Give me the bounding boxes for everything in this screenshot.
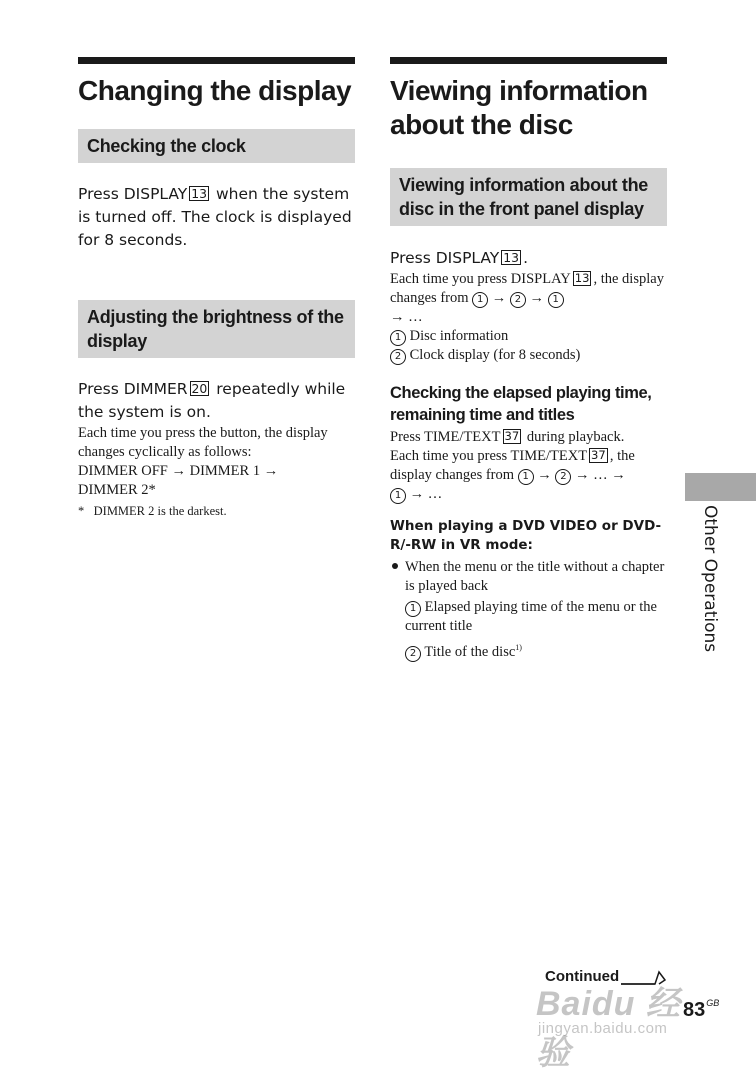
right-column — [390, 57, 667, 662]
clock-instructions: Press DISPLAY 13 when the system is turned off. The clock is displayed for 8 seconds. — [78, 185, 352, 249]
display-modes-list — [390, 327, 667, 365]
arrow-icon: → — [611, 467, 626, 483]
arrow-icon: → — [529, 290, 545, 306]
section-heading-elapsed: Checking the elapsed playing time, remaining time and titles — [390, 384, 652, 424]
section-tab — [685, 473, 756, 501]
title-rule — [78, 57, 355, 64]
section-heading-clock: Checking the clock — [78, 129, 355, 163]
button-number: 20 — [191, 381, 208, 396]
section-heading-brightness: Adjusting the brightness of the display — [78, 300, 355, 358]
circled-number: 2 — [555, 469, 571, 485]
list-item: 2 Clock display (for 8 seconds) — [390, 346, 667, 365]
button-number: 37 — [591, 448, 606, 462]
circled-number: 2 — [510, 292, 526, 308]
bullet-item: When the menu or the title without a chapter is played back — [390, 558, 667, 596]
arrow-icon: → — [491, 290, 507, 306]
circled-number: 1 — [390, 488, 406, 504]
left-column — [78, 57, 355, 520]
list-item: 1 Elapsed playing time of the menu or the current title — [405, 599, 657, 634]
continued-indicator: Continued — [545, 966, 670, 990]
arrow-icon: → — [409, 486, 425, 502]
arrow-icon: → — [171, 463, 186, 479]
display-instructions: Press DISPLAY 13 . — [390, 249, 528, 267]
sub-list — [390, 598, 667, 662]
section-tab-label: Other Operations — [700, 505, 720, 653]
button-number: 13 — [191, 186, 208, 201]
circled-number: 1 — [472, 292, 488, 308]
arrow-icon: → — [537, 467, 552, 483]
button-number: 37 — [504, 429, 520, 443]
arrow-icon: → — [263, 463, 279, 479]
watermark — [532, 976, 712, 1072]
arrow-icon: → — [390, 309, 405, 325]
title-rule — [390, 57, 667, 64]
page-number: $83^{GB}$ — [683, 998, 720, 1021]
button-number: 13 — [503, 250, 520, 265]
section-heading-front-panel: Viewing information about the disc in the front panel display — [390, 168, 667, 226]
circled-number: 1 — [548, 292, 564, 308]
arrow-icon: → — [575, 467, 590, 483]
list-item: 1 Disc information — [390, 327, 667, 346]
watermark-brand: Baidu 经验 — [536, 985, 681, 1072]
dimmer-instructions: Press DIMMER 20 repeatedly while the system is on. — [78, 380, 346, 421]
display-cycle: Each time you press DISPLAY 13 , the display changes from 1 → 2 → 1 → … — [390, 271, 664, 325]
dimmer-detail: Each time you press the button, the display changes cyclically as follows: DIMMER OFF → DIMMER 1 → DIMMER 2* — [78, 425, 328, 498]
list-item: 2 Title of the disc$^{1)}$ — [405, 638, 667, 662]
button-number: 13 — [574, 271, 590, 285]
page-title-right: Viewing information about the disc — [390, 75, 648, 140]
dimmer-footnote: * DIMMER 2 is the darkest. — [78, 504, 227, 518]
watermark-url: jingyan.baidu.com — [538, 1020, 668, 1037]
dvd-mode-heading: When playing a DVD VIDEO or DVD-R/-RW in VR mode: — [390, 518, 662, 553]
footnote-ref: 1) — [515, 643, 522, 652]
time-text-instructions: Press TIME/TEXT 37 during playback. Each time you press TIME/TEXT 37 , the display changes from 1 → 2 → … → 1 → … — [390, 429, 635, 502]
page-title: Changing the display — [78, 75, 352, 106]
circled-number: 1 — [518, 469, 534, 485]
